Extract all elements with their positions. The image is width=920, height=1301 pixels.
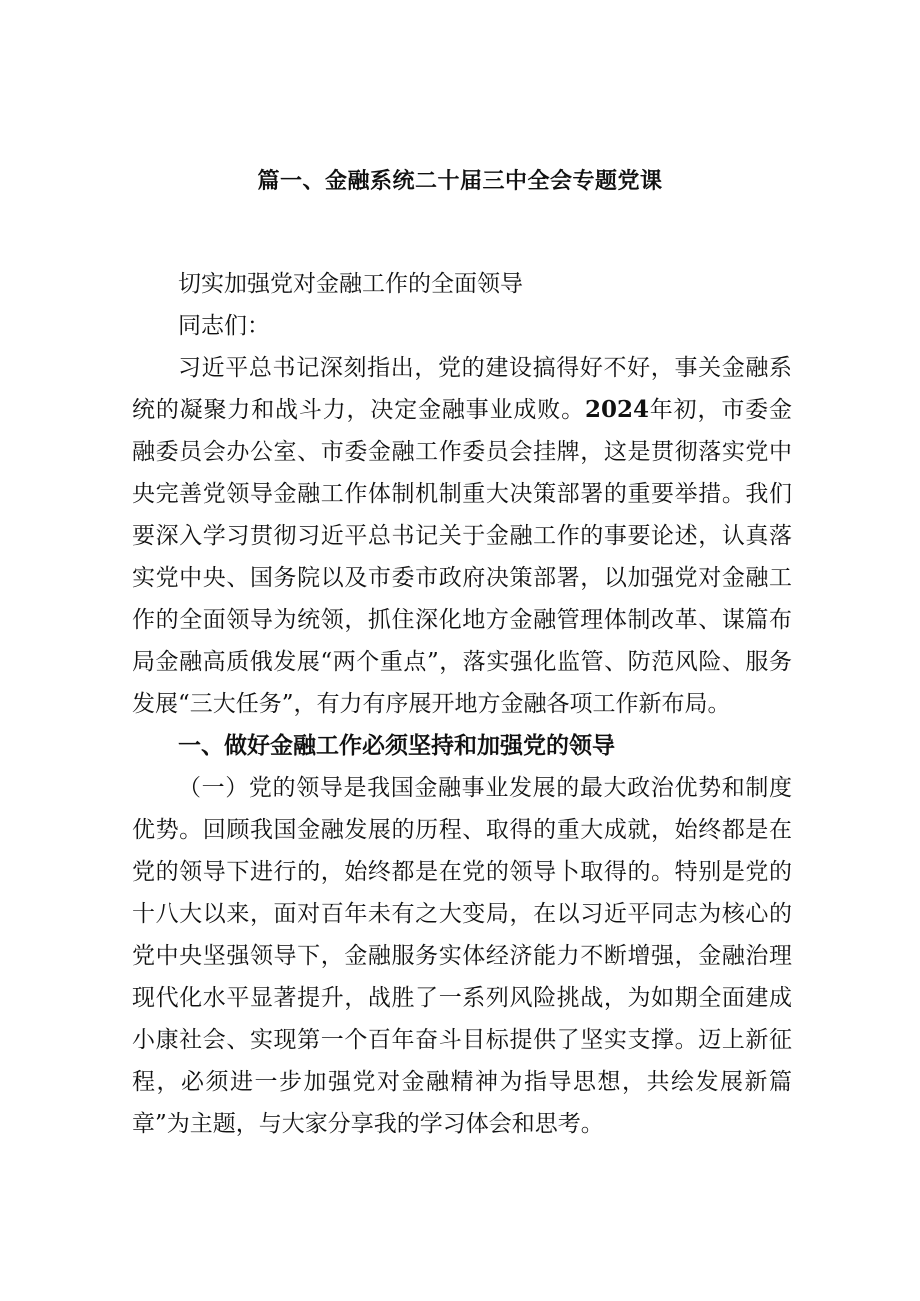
document-subtitle: 切实加强党对金融工作的全面领导 — [178, 271, 523, 297]
paragraph-1-part-2: 年初，市委金融委员会办公室、市委金融工作委员会挂牌，这是贯彻落实党中央完善党领导金融工作体制机制重大决策部署的重要举措。我们要深入学习贯彻习近平总书记关于金融工作的事要论述，认真落实党中央、国务院以及市委市政府决策部署，以加强党对金融工作的全面领导为统领，抓住深化地方金融管理体制改革、谋篇布局金融高质俄发展“两个重点”，落实强化监管、防范风险、服务发展“三大任务”，有力有序展开地方金融各项工作新布局。 — [132, 397, 793, 717]
paragraph-2: （一）党的领导是我国金融事业发展的最大政治优势和制度优势。回顾我国金融发展的历程、取得的重大成就，始终都是在党的领导下进行的，始终都是在党的领导卜取得的。特别是党的十八大以来，面对百年未有之大变局，在以习近平同志为核心的党中央坚强领导下，金融服务实体经济能力不断增强，金融治理现代化水平显著提升，战胜了一系列风险挑战，为如期全面建成小康社会、实现第一个百年奋斗目标提供了坚实支撑。迈上新征程，必须进一步加强党对金融精神为指导思想，共绘发展新篇章”为主题，与大家分享我的学习体会和思考。 — [132, 775, 792, 1137]
section-heading-1: 一、做好金融工作必须坚持和加强党的领导 — [178, 732, 615, 759]
salutation: 同志们： — [178, 313, 270, 339]
paragraph-1-part-1: 习近平总书记深刻指出，党的建设搞得好不好，事关金融系统的凝聚力和战斗力，决定金融事业成败。 — [132, 355, 792, 423]
paragraph-1 — [132, 347, 792, 725]
document-title: 篇一、金融系统二十届三中全会专题党课 — [257, 168, 663, 194]
paragraph-1-year: 2024 — [584, 396, 649, 423]
